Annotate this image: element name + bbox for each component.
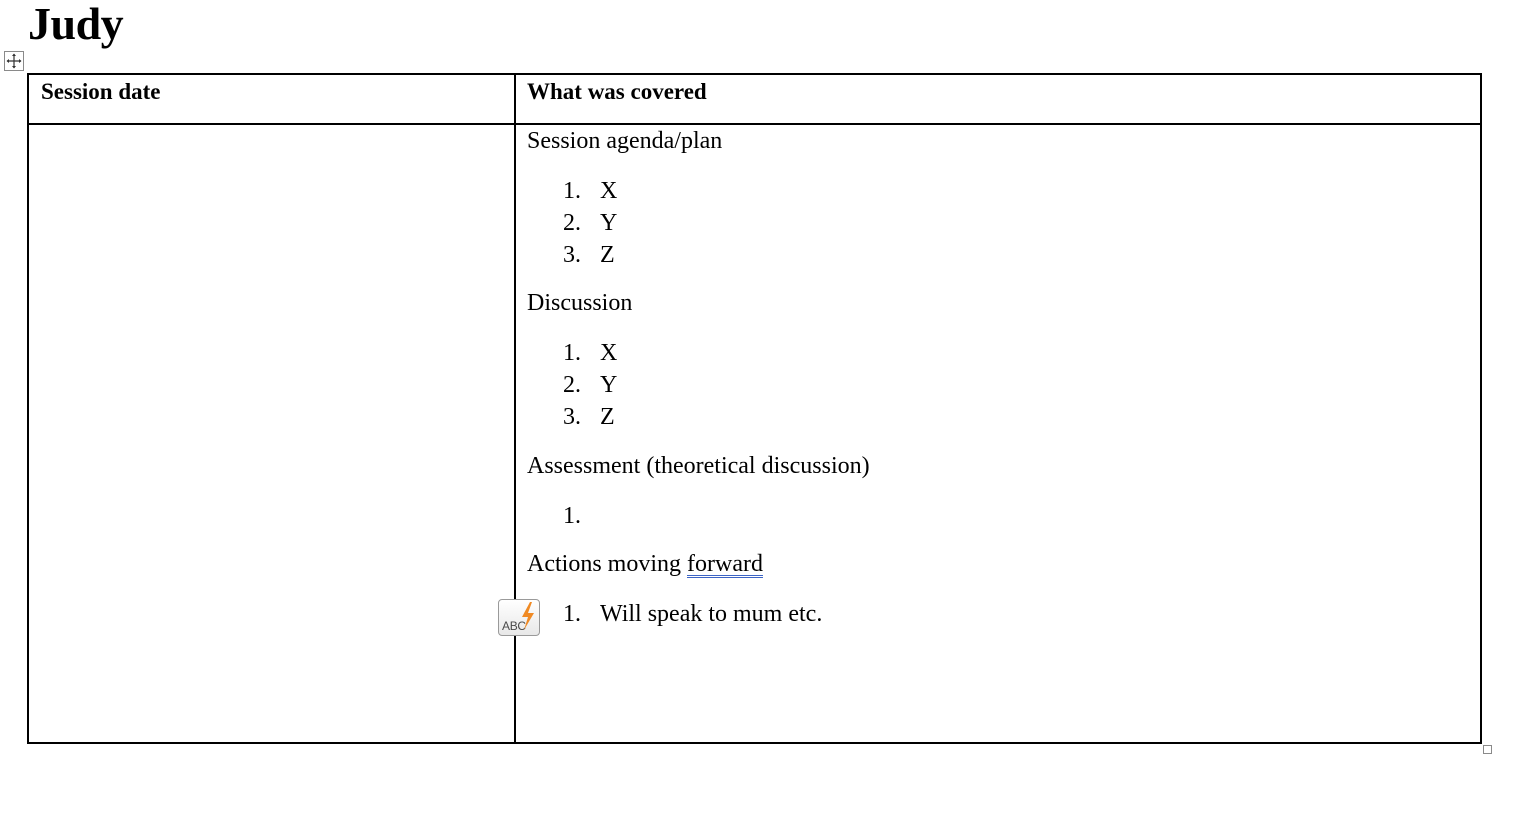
four-way-arrow-icon: [5, 52, 23, 70]
list-number: 3.: [563, 404, 581, 430]
table-move-handle[interactable]: [4, 51, 24, 71]
list-item: [563, 500, 600, 532]
session-date-header: Session date: [41, 79, 161, 104]
list-item: [563, 207, 617, 239]
section-heading-discussion: Discussion: [527, 290, 633, 316]
list-number: 1.: [563, 340, 581, 366]
actions-heading-text: Actions moving: [527, 551, 687, 577]
what-was-covered-header-cell[interactable]: [515, 74, 1481, 124]
list-text: Z: [600, 242, 615, 268]
table-resize-handle[interactable]: [1483, 745, 1492, 754]
section-heading-actions: [527, 548, 763, 580]
autocorrect-options-button[interactable]: [498, 599, 540, 636]
lightning-bolt-icon: [519, 602, 537, 630]
list-text: Will speak to mum etc.: [600, 601, 823, 627]
what-was-covered-header: What was covered: [527, 79, 707, 104]
list-number: 1.: [563, 503, 581, 529]
what-was-covered-cell[interactable]: [515, 124, 1481, 743]
list-text: X: [600, 340, 618, 366]
list-item: [563, 369, 617, 401]
list-number: 3.: [563, 242, 581, 268]
what-was-covered-content: [516, 125, 1480, 742]
list-item: [563, 239, 615, 271]
section-heading-assessment: Assessment (theoretical discussion): [527, 453, 870, 479]
session-date-cell[interactable]: [28, 124, 515, 743]
list-item: [563, 175, 617, 207]
list-item: [563, 401, 615, 433]
list-text: Y: [600, 210, 618, 236]
list-number: 2.: [563, 210, 581, 236]
session-table: [27, 73, 1482, 744]
list-text: Z: [600, 404, 615, 430]
list-item: [563, 598, 822, 630]
spellcheck-flagged-word[interactable]: forward: [687, 551, 763, 577]
list-number: 2.: [563, 372, 581, 398]
table-row: [28, 124, 1481, 743]
autocorrect-label: ABC: [502, 619, 526, 633]
list-text: Y: [600, 372, 618, 398]
list-number: 1.: [563, 601, 581, 627]
section-heading-agenda: Session agenda/plan: [527, 128, 723, 154]
session-date-header-cell[interactable]: [28, 74, 515, 124]
list-item: [563, 337, 617, 369]
document-title[interactable]: Judy: [28, 0, 124, 49]
table-header-row: [28, 74, 1481, 124]
list-number: 1.: [563, 178, 581, 204]
list-text: X: [600, 178, 618, 204]
